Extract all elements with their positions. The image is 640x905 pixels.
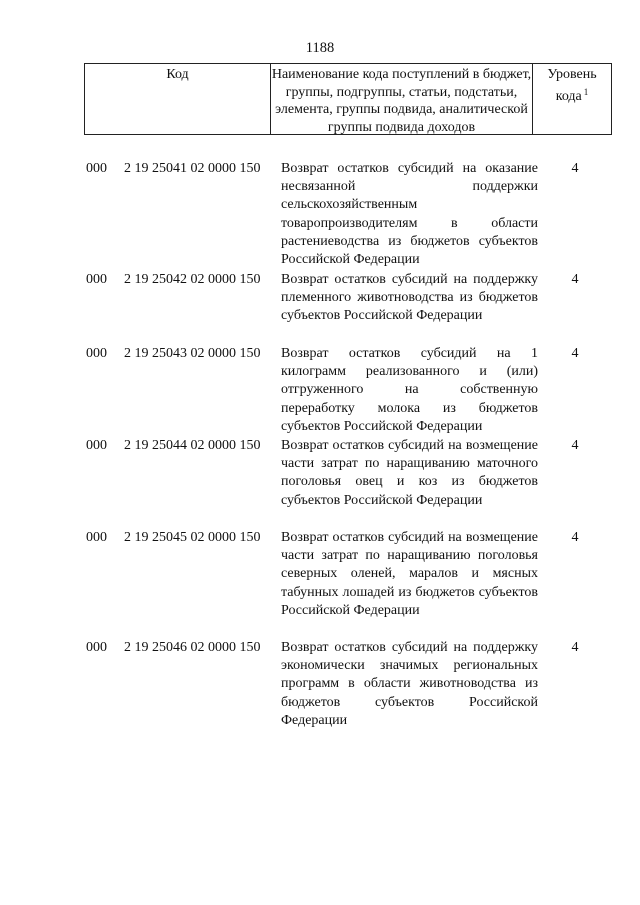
admin-code: 000: [86, 272, 107, 287]
header-code: Код: [85, 64, 271, 134]
admin-code: 000: [86, 640, 107, 655]
code-level: 4: [571, 530, 579, 545]
code-level: 4: [571, 438, 579, 453]
table-header: [84, 63, 612, 135]
table-row: [84, 437, 612, 529]
revenue-code: 2 19 25045 02 0000 150: [124, 530, 261, 545]
header-level-cell: [533, 64, 611, 134]
table-body: [84, 160, 612, 731]
table-row: [84, 271, 612, 345]
revenue-name: Возврат остатков субсидий на 1 килограмм реализованного и (или) отгруженного на собственную переработку молока из бюджетов субъектов Российской Федерации: [281, 346, 538, 434]
page-number: 1188: [305, 40, 335, 56]
code-level: 4: [571, 346, 579, 361]
table-row: [84, 529, 612, 639]
revenue-name: Возврат остатков субсидий на оказание несвязанной поддержки сельскохозяйственным товаропроизводителям в области растениеводства из бюджетов субъектов Российской Федерации: [281, 161, 538, 268]
admin-code: 000: [86, 161, 107, 176]
revenue-name: Возврат остатков субсидий на возмещение части затрат по наращиванию маточного поголовья овец и коз из бюджетов субъектов Российской Федерации: [281, 438, 538, 508]
revenue-code: 2 19 25042 02 0000 150: [124, 272, 261, 287]
revenue-code: 2 19 25044 02 0000 150: [124, 438, 261, 453]
header-level: Уровень кода: [547, 67, 597, 104]
admin-code: 000: [86, 530, 107, 545]
revenue-name: Возврат остатков субсидий на поддержку экономически значимых региональных программ в области животноводства из бюджетов субъектов Российской Федерации: [281, 640, 538, 728]
admin-code: 000: [86, 346, 107, 361]
admin-code: 000: [86, 438, 107, 453]
table-row: [84, 160, 612, 271]
table-row: [84, 639, 612, 731]
revenue-code: 2 19 25046 02 0000 150: [124, 640, 261, 655]
code-level: 4: [571, 161, 579, 176]
code-level: 4: [571, 272, 579, 287]
table-row: [84, 345, 612, 437]
header-level-footnote: 1: [583, 86, 589, 97]
revenue-code: 2 19 25041 02 0000 150: [124, 161, 261, 176]
code-level: 4: [571, 640, 579, 655]
header-name: Наименование кода поступлений в бюджет, группы, подгруппы, статьи, подстатьи, элемента, группы подвида, аналитической группы подвида доходов: [271, 64, 533, 134]
revenue-name: Возврат остатков субсидий на поддержку племенного животноводства из бюджетов субъектов Российской Федерации: [281, 272, 538, 324]
revenue-name: Возврат остатков субсидий на возмещение части затрат по наращиванию поголовья северных оленей, маралов и мясных табунных лошадей из бюджетов субъектов Российской Федерации: [281, 530, 538, 618]
revenue-code: 2 19 25043 02 0000 150: [124, 346, 261, 361]
